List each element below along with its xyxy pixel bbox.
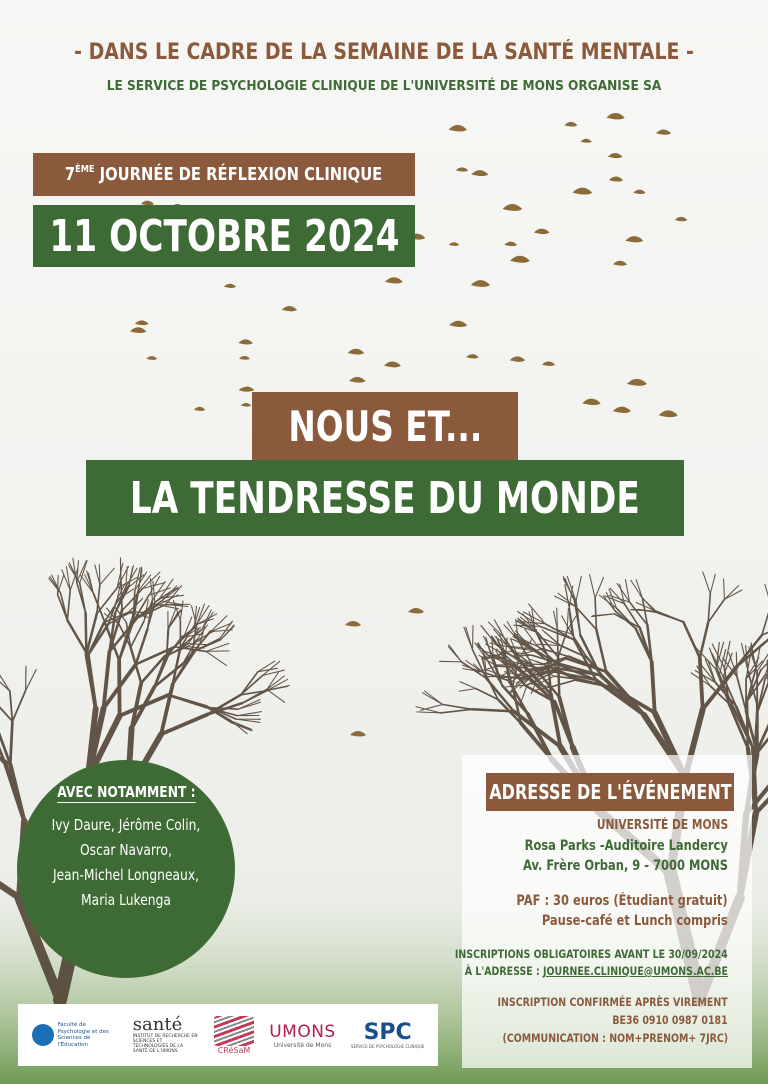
- payment-communication: (COMMUNICATION : NOM+PRENOM+ 7JRC): [502, 1031, 728, 1045]
- tree-branch: [206, 651, 226, 665]
- tree-branch: [67, 590, 70, 620]
- bird-icon: [609, 177, 623, 182]
- event-subtitle: [33, 153, 415, 196]
- fpse-emblem-icon: [32, 1024, 54, 1046]
- speakers-heading: AVEC NOTAMMENT :: [56, 783, 196, 801]
- sante-logo: santé INSTITUT DE RECHERCHE EN SCIENCES ET TECHNOLOGIES DE LA SANTÉ DE L'UMONS: [132, 1014, 198, 1054]
- tree-branch: [12, 691, 25, 722]
- bird-icon: [534, 229, 550, 234]
- date-text: 11 OCTOBRE 2024: [48, 210, 400, 262]
- address-fee: PAF : 30 euros (Étudiant gratuit): [516, 893, 728, 909]
- tree-branch: [120, 695, 169, 716]
- tree-branch: [708, 599, 724, 622]
- bird-icon: [510, 256, 530, 263]
- bird-icon: [471, 280, 490, 287]
- tree-branch: [697, 666, 710, 686]
- tree-branch: [0, 674, 10, 692]
- bird-icon: [656, 129, 671, 134]
- tree-branch: [499, 677, 524, 678]
- spc-logo: SPC SERVICE DE PSYCHOLOGIE CLINIQUE: [350, 1019, 425, 1049]
- tree-branch: [482, 626, 497, 645]
- registration-email-line: À L'ADRESSE : JOURNEE.CLINIQUE@UMONS.AC.BE: [464, 964, 728, 978]
- tree-branch: [100, 568, 114, 584]
- bird-icon: [613, 407, 631, 413]
- tree-branch: [10, 691, 13, 721]
- payment-confirmation: INSCRIPTION CONFIRMÉE APRÈS VIREMENT: [497, 995, 728, 1009]
- address-university: UNIVERSITÉ DE MONS: [596, 818, 728, 833]
- tree-branch: [683, 622, 700, 658]
- bird-icon: [448, 125, 467, 131]
- tree-branch: [703, 572, 711, 594]
- tree-branch: [576, 577, 581, 602]
- tree-branch: [459, 689, 476, 692]
- ordinal-suffix: ÈME: [75, 164, 95, 175]
- tree-branch: [658, 613, 684, 622]
- tree-branch: [268, 690, 285, 702]
- registration-email-link[interactable]: JOURNEE.CLINIQUE@UMONS.AC.BE: [543, 964, 728, 978]
- bird-icon: [385, 277, 403, 283]
- bird-icon: [384, 361, 401, 367]
- tree-branch: [590, 575, 596, 598]
- cresam-logo: CRéSaM: [214, 1016, 254, 1055]
- tree-branch: [636, 580, 642, 598]
- bird-icon: [449, 321, 467, 327]
- bird-icon: [608, 153, 623, 158]
- bird-icon: [238, 339, 252, 344]
- tree-branch: [473, 626, 474, 650]
- tree-branch: [443, 705, 472, 710]
- address-heading: ADRESSE DE L'ÉVÉNEMENT: [486, 773, 734, 811]
- bird-icon: [146, 356, 157, 360]
- tree-branch: [724, 579, 725, 600]
- tree-branch: [551, 680, 576, 687]
- tree-branch: [267, 673, 278, 690]
- tree-branch: [10, 721, 12, 764]
- bird-icon: [449, 242, 460, 246]
- speakers-circle: [17, 760, 235, 978]
- bird-icon: [625, 236, 643, 242]
- tree-branch: [595, 598, 596, 630]
- tree-branch: [736, 653, 737, 678]
- tree-branch: [753, 748, 756, 813]
- bird-icon: [194, 407, 205, 411]
- tree-branch: [161, 715, 207, 735]
- bird-icon: [349, 377, 366, 383]
- bird-icon: [627, 379, 647, 386]
- tree-branch: [440, 661, 462, 662]
- tree-branch: [161, 684, 173, 734]
- bird-icon: [633, 190, 645, 194]
- bird-icon: [239, 356, 250, 360]
- title-line2: LA TENDRESSE DU MONDE: [86, 460, 684, 536]
- tree-branch: [710, 574, 715, 593]
- tree-branch: [511, 655, 532, 656]
- bird-icon: [466, 354, 479, 358]
- bird-icon: [504, 242, 517, 246]
- bird-icon: [542, 361, 555, 366]
- bird-icon: [510, 356, 525, 361]
- bird-icon: [564, 122, 577, 127]
- tree-branch: [211, 616, 227, 632]
- bird-icon: [659, 410, 678, 417]
- bird-icon: [503, 204, 523, 211]
- tree-branch: [119, 660, 120, 716]
- tree-branch: [241, 672, 258, 695]
- bird-icon: [613, 261, 627, 266]
- tree-branch: [26, 670, 37, 691]
- tree-branch: [466, 627, 473, 650]
- bird-icon: [130, 327, 146, 333]
- tree-branch: [460, 682, 476, 689]
- registration-deadline: INSCRIPTIONS OBLIGATOIRES AVANT LE 30/09/2024: [455, 947, 728, 961]
- tree-branch: [425, 691, 443, 705]
- bird-icon: [282, 306, 297, 311]
- tree-branch: [231, 721, 249, 729]
- bird-icon: [224, 284, 236, 288]
- tree-branch: [86, 613, 87, 654]
- tree-branch: [421, 705, 443, 711]
- tree-branch: [86, 654, 95, 709]
- bird-icon: [348, 349, 365, 355]
- address-street: Av. Frère Orban, 9 - 7000 MONS: [522, 858, 728, 874]
- partner-logos: [18, 1004, 438, 1066]
- bird-icon: [572, 188, 592, 195]
- bird-icon: [606, 113, 624, 119]
- speaker-name: Maria Lukenga: [81, 891, 171, 909]
- tree-branch: [514, 625, 540, 626]
- tree-branch: [160, 579, 173, 598]
- bird-icon: [471, 170, 488, 176]
- speaker-name: Ivy Daure, Jérôme Colin,: [51, 816, 201, 834]
- ordinal-number: 7: [65, 164, 76, 185]
- bird-icon: [408, 608, 424, 614]
- bird-icon: [582, 399, 601, 405]
- subtitle-text: JOURNÉE DE RÉFLEXION CLINIQUE: [94, 164, 383, 185]
- bird-icon: [345, 621, 361, 627]
- header-line1: - DANS LE CADRE DE LA SEMAINE DE LA SANTÉ MENTALE -: [74, 40, 694, 65]
- fpse-logo: Faculté de Psychologie et des Sciences de l'Éducation: [32, 1022, 118, 1048]
- bird-icon: [581, 139, 592, 143]
- address-venue: Rosa Parks -Auditoire Landercy: [524, 838, 728, 854]
- umons-logo: UMONS Université de Mons: [269, 1021, 336, 1049]
- bird-icon: [350, 731, 366, 737]
- bird-icon: [675, 217, 688, 221]
- tree-branch: [206, 651, 229, 652]
- tree-branch: [596, 630, 606, 672]
- tree-branch: [762, 605, 768, 635]
- payment-iban: BE36 0910 0987 0181: [612, 1013, 728, 1027]
- tree-branch: [737, 677, 746, 711]
- bird-icon: [241, 403, 251, 407]
- tree-branch: [448, 647, 461, 662]
- tree-branch: [440, 709, 472, 713]
- tree-branch: [168, 695, 207, 707]
- tree-branch: [747, 701, 748, 748]
- bird-icon: [135, 320, 149, 325]
- tree-branch: [652, 662, 655, 713]
- bird-icon: [456, 167, 468, 171]
- tree-branch: [520, 685, 527, 705]
- address-includes: Pause-café et Lunch compris: [542, 913, 728, 929]
- title-line1: NOUS ET...: [252, 392, 518, 460]
- speaker-name: Oscar Navarro,: [80, 841, 172, 859]
- tree-branch: [708, 594, 710, 623]
- speaker-name: Jean-Michel Longneaux,: [52, 866, 200, 884]
- event-date: [33, 205, 415, 267]
- header-line2: LE SERVICE DE PSYCHOLOGIE CLINIQUE DE L'UNIVERSITÉ DE MONS ORGANISE SA: [106, 78, 662, 94]
- cresam-waves-icon: [214, 1016, 254, 1046]
